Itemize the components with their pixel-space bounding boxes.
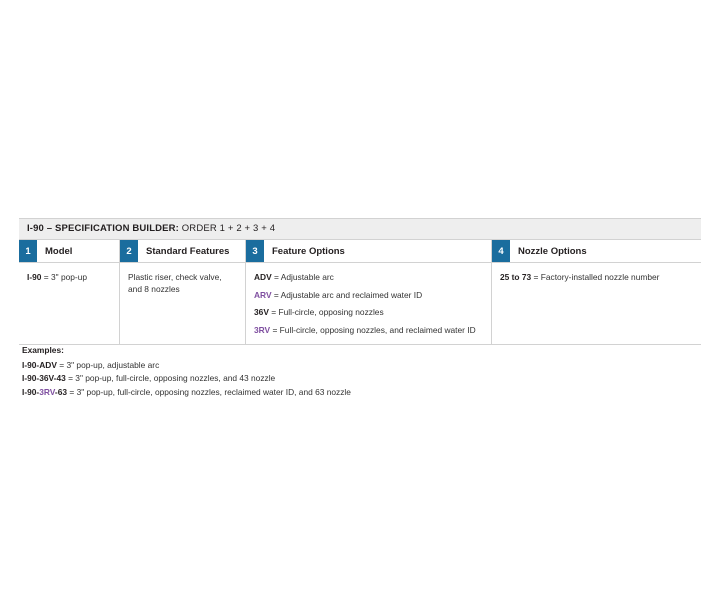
cell-standard-features [119,263,245,344]
step-number-2: 2 [120,240,138,262]
example-1-code: I-90-ADV [22,359,57,370]
example-2-desc: = 3" pop-up, full-circle, opposing nozzles, and 43 nozzle [65,373,276,384]
feature-option-36v [254,306,483,318]
example-3-code-prefix: I-90- [22,386,40,397]
feature-option-36v-desc: = Full-circle, opposing nozzles [268,307,384,318]
model-desc: = 3" pop-up [41,272,88,282]
example-3-code-suffix: -63 [54,386,68,397]
feature-option-3rv-code: 3RV [254,325,271,336]
step-number-3: 3 [246,240,264,262]
example-item-2 [22,372,351,386]
example-item-1 [22,359,351,373]
cell-feature-options [245,263,491,344]
feature-option-arv [254,289,483,301]
feature-option-adv [254,271,483,283]
spec-table-header-row [19,240,701,263]
example-3-desc: = 3" pop-up, full-circle, opposing nozzles, reclaimed water ID, and 63 nozzle [67,386,351,397]
standard-features-line-2: and 8 nozzles [128,284,180,295]
example-item-3 [22,386,351,400]
nozzle-options-code: 25 to 73 [500,272,532,282]
cell-nozzle-options [491,263,701,344]
examples-heading: Examples: [22,345,64,355]
example-3-code [22,387,67,397]
spec-table [19,240,701,345]
column-header-model [19,240,119,262]
cell-model [19,263,119,344]
spec-table-body-row [19,263,701,344]
feature-option-arv-desc: = Adjustable arc and reclaimed water ID [271,289,423,300]
example-2-code: I-90-36V-43 [22,373,66,384]
column-header-nozzle-options [491,240,701,262]
nozzle-options-desc: = Factory-installed nozzle number [531,272,660,282]
feature-option-3rv-desc: = Full-circle, opposing nozzles, and reclaimed water ID [270,325,476,336]
feature-option-36v-code: 36V [254,307,269,318]
column-label-model: Model [45,245,73,257]
model-code: I-90 [27,272,42,282]
column-label-standard-features: Standard Features [146,245,230,257]
feature-option-arv-code: ARV [254,289,272,300]
feature-option-3rv [254,324,483,336]
step-number-1: 1 [19,240,37,262]
standard-features-line-1: Plastic riser, check valve, [128,272,222,282]
example-1-desc: = 3" pop-up, adjustable arc [56,359,160,370]
column-label-nozzle-options: Nozzle Options [518,245,587,257]
column-label-feature-options: Feature Options [272,245,345,257]
feature-option-adv-desc: = Adjustable arc [271,272,334,282]
column-header-feature-options [245,240,491,262]
examples-block [22,344,351,399]
column-header-standard-features [119,240,245,262]
feature-option-adv-code: ADV [254,272,272,282]
spec-title-bar [19,218,701,240]
step-number-4: 4 [492,240,510,262]
spec-title: I-90 – SPECIFICATION BUILDER: [27,223,179,234]
spec-title-order: ORDER 1 + 2 + 3 + 4 [181,223,276,234]
specification-builder [19,218,701,345]
example-3-code-highlight: 3RV [39,386,55,397]
